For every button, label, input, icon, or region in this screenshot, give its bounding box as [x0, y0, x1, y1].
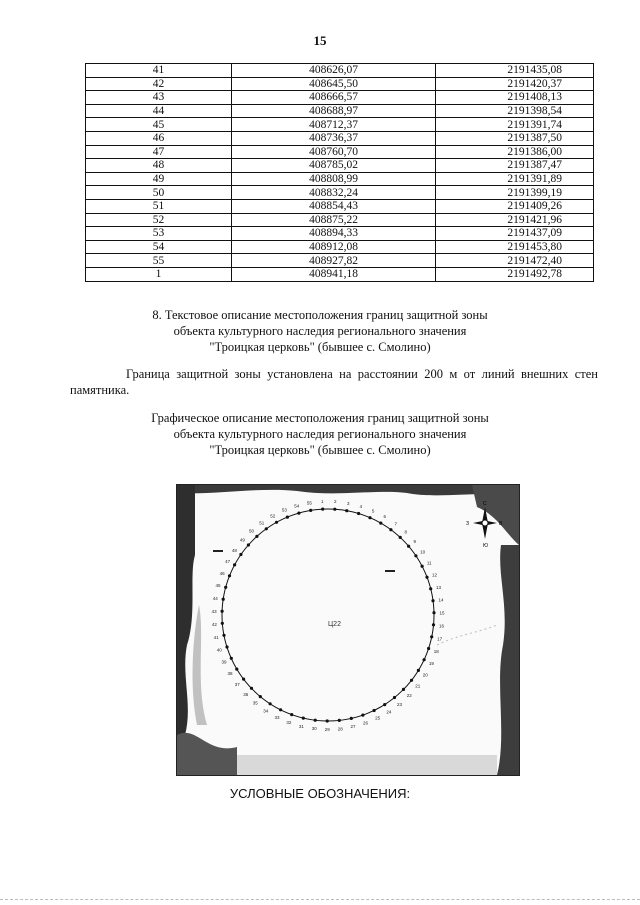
- boundary-point: [247, 543, 250, 546]
- boundary-point: [429, 587, 432, 590]
- table-row: [86, 77, 594, 91]
- boundary-point-label: 24: [386, 709, 392, 715]
- boundary-point-label: 42: [211, 621, 217, 627]
- graphic-title-line-3: "Троицкая церковь" (бывшее с. Смолино): [209, 443, 431, 457]
- boundary-point-label: 49: [239, 537, 245, 543]
- boundary-point-label: 29: [324, 727, 330, 732]
- boundary-point: [393, 696, 396, 699]
- boundary-point: [414, 554, 417, 557]
- boundary-point-label: 47: [225, 559, 231, 565]
- boundary-point: [333, 508, 336, 511]
- y-coordinate-cell: 2191420,37: [436, 77, 594, 91]
- x-coordinate-cell: 408941,18: [232, 267, 436, 281]
- boundary-point: [417, 669, 420, 672]
- table-row: [86, 118, 594, 132]
- point-number-cell: 50: [86, 186, 232, 200]
- table-row: [86, 91, 594, 105]
- boundary-point-label: 18: [433, 649, 439, 654]
- boundary-point-label: 27: [350, 724, 356, 730]
- table-row: [86, 172, 594, 186]
- table-row: [86, 104, 594, 118]
- boundary-paragraph-text: Граница защитной зоны установлена на расстоянии 200 м от линий внешних стен памятника.: [70, 367, 598, 397]
- y-coordinate-cell: 2191387,47: [436, 159, 594, 173]
- table-row: [86, 267, 594, 281]
- boundary-point: [230, 657, 233, 660]
- compass-west-label: З: [466, 521, 470, 527]
- boundary-point: [402, 688, 405, 691]
- boundary-point: [221, 622, 224, 625]
- boundary-point: [430, 635, 433, 638]
- y-coordinate-cell: 2191437,09: [436, 227, 594, 241]
- table-row: [86, 213, 594, 227]
- table-row: [86, 186, 594, 200]
- boundary-point-label: 31: [298, 723, 304, 729]
- boundary-point-label: 4: [359, 503, 363, 509]
- y-coordinate-cell: 2191435,08: [436, 64, 594, 78]
- y-coordinate-cell: 2191398,54: [436, 104, 594, 118]
- boundary-point-label: 39: [221, 659, 227, 665]
- boundary-point: [425, 576, 428, 579]
- compass-north-label: С: [483, 501, 487, 507]
- boundary-point: [338, 719, 341, 722]
- boundary-point-label: 35: [252, 700, 258, 706]
- table-row: [86, 64, 594, 78]
- section-8-line-1: 8. Текстовое описание местоположения границ защитной зоны: [152, 308, 488, 322]
- boundary-point: [250, 687, 253, 690]
- footer-divider: [0, 899, 640, 901]
- boundary-point-label: 32: [286, 720, 292, 726]
- boundary-point-label: 34: [263, 708, 269, 714]
- y-coordinate-cell: 2191472,40: [436, 254, 594, 268]
- compass-east-label: В: [499, 521, 503, 527]
- boundary-point: [410, 679, 413, 682]
- boundary-point: [361, 714, 364, 717]
- boundary-point: [225, 645, 228, 648]
- point-number-cell: 51: [86, 199, 232, 213]
- boundary-point-label: 8: [404, 529, 407, 535]
- boundary-point: [259, 695, 262, 698]
- boundary-point: [350, 717, 353, 720]
- boundary-point: [389, 528, 392, 531]
- point-number-cell: 48: [86, 159, 232, 173]
- y-coordinate-cell: 2191421,96: [436, 213, 594, 227]
- x-coordinate-cell: 408666,57: [232, 91, 436, 105]
- boundary-point-label: 17: [437, 636, 443, 642]
- boundary-point: [279, 708, 282, 711]
- x-coordinate-cell: 408894,33: [232, 227, 436, 241]
- boundary-point: [233, 563, 236, 566]
- boundary-point: [290, 713, 293, 716]
- boundary-point: [224, 586, 227, 589]
- y-coordinate-cell: 2191386,00: [436, 145, 594, 159]
- boundary-point-label: 3: [346, 500, 350, 506]
- x-coordinate-cell: 408854,43: [232, 199, 436, 213]
- x-coordinate-cell: 408688,97: [232, 104, 436, 118]
- boundary-point: [431, 599, 434, 602]
- point-number-cell: 44: [86, 104, 232, 118]
- boundary-point: [309, 509, 312, 512]
- compass-south-label: Ю: [483, 543, 489, 549]
- boundary-point: [269, 702, 272, 705]
- boundary-point-label: 26: [362, 720, 369, 726]
- point-number-cell: 47: [86, 145, 232, 159]
- x-coordinate-cell: 408736,37: [232, 131, 436, 145]
- boundary-point: [432, 623, 435, 626]
- boundary-point-label: 10: [420, 549, 426, 555]
- table-row: [86, 145, 594, 159]
- section-8-line-2: объекта культурного наследия регионального значения: [173, 324, 467, 338]
- point-number-cell: 49: [86, 172, 232, 186]
- boundary-point-label: 2: [334, 499, 337, 505]
- table-row: [86, 227, 594, 241]
- boundary-point-label: 25: [375, 715, 381, 721]
- x-coordinate-cell: 408712,37: [232, 118, 436, 132]
- boundary-point-label: 54: [294, 503, 300, 509]
- boundary-point: [326, 719, 329, 722]
- boundary-point-label: 23: [396, 701, 403, 707]
- table-row: [86, 159, 594, 173]
- boundary-point-label: 19: [428, 661, 434, 667]
- center-label: Ц22: [328, 621, 341, 628]
- section-8-line-3: "Троицкая церковь" (бывшее с. Смолино): [209, 340, 431, 354]
- section-8-title: [0, 307, 640, 355]
- boundary-point-label: 14: [438, 597, 444, 603]
- x-coordinate-cell: 408927,82: [232, 254, 436, 268]
- boundary-point-label: 15: [439, 610, 445, 616]
- x-coordinate-cell: 408875,22: [232, 213, 436, 227]
- boundary-point-label: 51: [259, 520, 265, 526]
- boundary-point: [345, 509, 348, 512]
- boundary-point: [383, 703, 386, 706]
- boundary-point: [235, 668, 238, 671]
- boundary-point: [297, 512, 300, 515]
- boundary-point: [432, 611, 435, 614]
- boundary-point-label: 43: [211, 608, 217, 614]
- boundary-point: [399, 536, 402, 539]
- boundary-point-label: 40: [216, 647, 222, 653]
- table-row: [86, 254, 594, 268]
- y-coordinate-cell: 2191387,50: [436, 131, 594, 145]
- boundary-point: [302, 717, 305, 720]
- legend-title: УСЛОВНЫЕ ОБОЗНАЧЕНИЯ:: [229, 786, 411, 801]
- boundary-point-label: 9: [413, 539, 416, 544]
- boundary-point: [427, 647, 430, 650]
- boundary-point: [239, 553, 242, 556]
- y-coordinate-cell: 2191391,89: [436, 172, 594, 186]
- y-coordinate-cell: 2191408,13: [436, 91, 594, 105]
- point-number-cell: 45: [86, 118, 232, 132]
- x-coordinate-cell: 408645,50: [232, 77, 436, 91]
- boundary-point: [379, 522, 382, 525]
- y-coordinate-cell: 2191391,74: [436, 118, 594, 132]
- x-coordinate-cell: 408760,70: [232, 145, 436, 159]
- boundary-point-label: 30: [311, 726, 317, 732]
- boundary-point-label: 33: [274, 714, 280, 720]
- graphic-title-line-2: объекта культурного наследия регионального значения: [173, 427, 467, 441]
- coordinates-table: [85, 63, 594, 282]
- boundary-point-label: 53: [281, 507, 287, 513]
- map-canvas: [177, 485, 519, 775]
- boundary-point-label: 21: [415, 683, 421, 689]
- boundary-point-label: 5: [371, 508, 375, 514]
- boundary-point: [314, 719, 317, 722]
- boundary-point-label: 36: [243, 691, 249, 697]
- boundary-point: [423, 658, 426, 661]
- point-number-cell: 41: [86, 64, 232, 78]
- boundary-point-label: 48: [231, 548, 237, 553]
- boundary-point-label: 16: [438, 623, 445, 629]
- boundary-point: [286, 516, 289, 519]
- boundary-point: [265, 527, 268, 530]
- x-coordinate-cell: 408626,07: [232, 64, 436, 78]
- boundary-point-label: 11: [426, 560, 432, 566]
- boundary-point-label: 12: [431, 572, 438, 578]
- table-row: [86, 131, 594, 145]
- boundary-point: [242, 678, 245, 681]
- boundary-point: [368, 516, 371, 519]
- boundary-point-label: 13: [435, 584, 442, 590]
- x-coordinate-cell: 408808,99: [232, 172, 436, 186]
- boundary-point: [275, 521, 278, 524]
- boundary-point-label: 41: [213, 634, 219, 640]
- point-number-cell: 52: [86, 213, 232, 227]
- boundary-point: [228, 574, 231, 577]
- boundary-point-label: 38: [227, 671, 233, 677]
- boundary-point: [222, 634, 225, 637]
- boundary-point-label: 28: [337, 726, 343, 732]
- boundary-point: [222, 598, 225, 601]
- boundary-point-label: 37: [234, 682, 240, 687]
- table-row: [86, 240, 594, 254]
- boundary-point-label: 1: [321, 499, 324, 505]
- y-coordinate-cell: 2191453,80: [436, 240, 594, 254]
- boundary-paragraph: [70, 366, 598, 398]
- y-coordinate-cell: 2191492,78: [436, 267, 594, 281]
- boundary-point: [373, 709, 376, 712]
- graphic-title-line-1: Графическое описание местоположения границ защитной зоны: [151, 411, 489, 425]
- boundary-point-label: 52: [270, 513, 276, 519]
- point-number-cell: 54: [86, 240, 232, 254]
- boundary-point-label: 55: [306, 500, 312, 506]
- x-coordinate-cell: 408785,02: [232, 159, 436, 173]
- boundary-point-label: 46: [219, 570, 225, 576]
- point-number-cell: 46: [86, 131, 232, 145]
- boundary-point-label: 6: [383, 514, 387, 520]
- boundary-point-label: 45: [215, 583, 221, 589]
- protection-zone-map: [176, 484, 520, 776]
- boundary-point-label: 44: [212, 596, 218, 601]
- table-row: [86, 199, 594, 213]
- y-coordinate-cell: 2191409,26: [436, 199, 594, 213]
- boundary-point-label: 20: [422, 672, 428, 678]
- boundary-point: [407, 545, 410, 548]
- boundary-point: [421, 565, 424, 568]
- boundary-point-label: 22: [406, 693, 412, 698]
- point-number-cell: 1: [86, 267, 232, 281]
- point-number-cell: 42: [86, 77, 232, 91]
- boundary-point-label: 7: [394, 521, 397, 527]
- graphic-description-title: [0, 410, 640, 458]
- boundary-point: [221, 610, 224, 613]
- x-coordinate-cell: 408832,24: [232, 186, 436, 200]
- boundary-point: [321, 508, 324, 511]
- point-number-cell: 53: [86, 227, 232, 241]
- y-coordinate-cell: 2191399,19: [436, 186, 594, 200]
- boundary-point-label: 50: [248, 528, 255, 534]
- boundary-point: [255, 535, 258, 538]
- x-coordinate-cell: 408912,08: [232, 240, 436, 254]
- point-number-cell: 55: [86, 254, 232, 268]
- boundary-point: [357, 512, 360, 515]
- point-number-cell: 43: [86, 91, 232, 105]
- page-number: 15: [313, 33, 327, 48]
